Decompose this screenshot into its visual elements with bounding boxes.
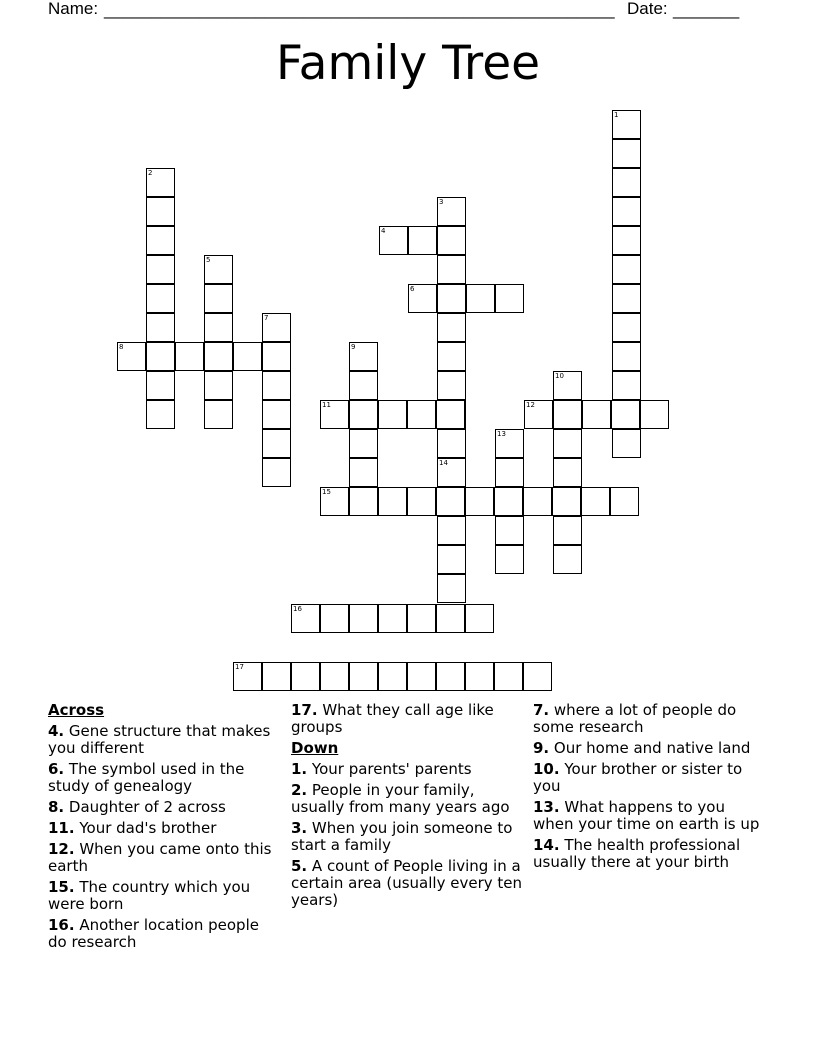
clue-across-15: 15. The country which you were born xyxy=(48,878,251,913)
clue-number: 17 xyxy=(235,663,244,671)
clue-down-7: 7. where a lot of people do some research xyxy=(533,701,737,736)
crossword-cell[interactable] xyxy=(378,604,407,633)
crossword-cell[interactable] xyxy=(495,545,524,574)
crossword-cell[interactable] xyxy=(612,284,641,313)
clue-across-11: 11. Your dad's brother xyxy=(48,819,217,837)
crossword-cell[interactable] xyxy=(437,545,466,574)
crossword-cell[interactable] xyxy=(378,487,407,516)
crossword-cell[interactable] xyxy=(146,226,175,255)
crossword-cell[interactable] xyxy=(494,662,523,691)
clue-number: 16 xyxy=(293,605,302,613)
crossword-cell[interactable] xyxy=(204,342,233,371)
clue-down-10: 10. Your brother or sister to you xyxy=(533,760,743,795)
crossword-cell[interactable] xyxy=(524,400,553,429)
clue-number: 7 xyxy=(264,314,269,322)
crossword-cell[interactable] xyxy=(436,604,465,633)
crossword-cell[interactable] xyxy=(437,313,466,342)
crossword-cell[interactable] xyxy=(146,371,175,400)
crossword-cell[interactable] xyxy=(407,662,436,691)
crossword-cell[interactable] xyxy=(437,342,466,371)
crossword-cell[interactable] xyxy=(612,313,641,342)
clue-number: 8 xyxy=(119,343,124,351)
crossword-cell[interactable] xyxy=(408,226,437,255)
crossword-cell[interactable] xyxy=(437,226,466,255)
crossword-cell[interactable] xyxy=(349,400,378,429)
crossword-cell[interactable] xyxy=(612,255,641,284)
clue-across-6: 6. The symbol used in the study of genealogy xyxy=(48,760,245,795)
crossword-cell[interactable] xyxy=(204,313,233,342)
clue-down-14: 14. The health professional usually there at your birth xyxy=(533,836,741,871)
crossword-cell[interactable] xyxy=(378,400,407,429)
clue-number: 14 xyxy=(439,459,448,467)
crossword-cell[interactable] xyxy=(320,400,349,429)
crossword-cell[interactable] xyxy=(146,284,175,313)
clue-number: 5 xyxy=(206,256,211,264)
crossword-cell[interactable] xyxy=(495,458,524,487)
crossword-cell[interactable] xyxy=(408,284,437,313)
crossword-cell[interactable] xyxy=(437,197,466,226)
crossword-cell[interactable] xyxy=(465,662,494,691)
crossword-cell[interactable] xyxy=(349,487,378,516)
crossword-cell[interactable] xyxy=(612,139,641,168)
clue-number: 11 xyxy=(322,401,331,409)
crossword-cell[interactable] xyxy=(612,371,641,400)
clue-across-17: 17. What they call age like groups xyxy=(291,701,494,736)
crossword-cell[interactable] xyxy=(553,429,582,458)
crossword-cell[interactable] xyxy=(437,255,466,284)
across-heading: Across xyxy=(48,701,105,719)
crossword-cell[interactable] xyxy=(146,197,175,226)
crossword-cell[interactable] xyxy=(612,197,641,226)
crossword-cell[interactable] xyxy=(146,313,175,342)
crossword-cell[interactable] xyxy=(612,226,641,255)
crossword-cell[interactable] xyxy=(146,255,175,284)
crossword-cell[interactable] xyxy=(204,371,233,400)
crossword-cell[interactable] xyxy=(465,487,494,516)
crossword-cell[interactable] xyxy=(349,604,378,633)
crossword-cell[interactable] xyxy=(436,400,465,429)
crossword-cell[interactable] xyxy=(349,662,378,691)
crossword-cell[interactable] xyxy=(495,516,524,545)
crossword-cell[interactable] xyxy=(320,487,349,516)
crossword-cell[interactable] xyxy=(262,458,291,487)
crossword-cell[interactable] xyxy=(582,400,611,429)
crossword-cell[interactable] xyxy=(262,371,291,400)
clue-across-12: 12. When you came onto this earth xyxy=(48,840,272,875)
crossword-cell[interactable] xyxy=(612,168,641,197)
crossword-cell[interactable] xyxy=(437,574,466,603)
crossword-cell[interactable] xyxy=(233,662,262,691)
clue-number: 10 xyxy=(555,372,564,380)
crossword-cell[interactable] xyxy=(204,284,233,313)
crossword-cell[interactable] xyxy=(523,487,552,516)
clue-across-8: 8. Daughter of 2 across xyxy=(48,798,226,816)
crossword-cell[interactable] xyxy=(349,371,378,400)
crossword-cell[interactable] xyxy=(552,487,581,516)
crossword-cell[interactable] xyxy=(349,458,378,487)
crossword-cell[interactable] xyxy=(494,487,523,516)
crossword-cell[interactable] xyxy=(436,487,465,516)
crossword-cell[interactable] xyxy=(553,371,582,400)
clue-number: 1 xyxy=(614,111,619,119)
crossword-cell[interactable] xyxy=(612,429,641,458)
crossword-cell[interactable] xyxy=(262,662,291,691)
date-label: Date: xyxy=(627,0,668,18)
clue-down-3: 3. When you join someone to start a family xyxy=(291,819,513,854)
clue-down-5: 5. A count of People living in a certain area (usually every ten years) xyxy=(291,857,522,909)
clue-number: 3 xyxy=(439,198,444,206)
crossword-cell[interactable] xyxy=(407,487,436,516)
crossword-cell[interactable] xyxy=(553,458,582,487)
clues-column-1 xyxy=(48,702,280,955)
crossword-cell[interactable] xyxy=(262,342,291,371)
name-field[interactable]: ______________________________________________________ xyxy=(104,0,615,19)
crossword-cell[interactable] xyxy=(495,284,524,313)
crossword-cell[interactable] xyxy=(204,400,233,429)
crossword-cell[interactable] xyxy=(146,168,175,197)
clues-column-2 xyxy=(291,702,523,913)
crossword-cell[interactable] xyxy=(175,342,204,371)
crossword-cell[interactable] xyxy=(262,429,291,458)
clue-down-1: 1. Your parents' parents xyxy=(291,760,472,778)
clue-down-2: 2. People in your family, usually from many years ago xyxy=(291,781,510,816)
clue-across-4: 4. Gene structure that makes you different xyxy=(48,722,271,757)
worksheet-header xyxy=(48,0,748,22)
crossword-cell[interactable] xyxy=(349,342,378,371)
crossword-cell[interactable] xyxy=(611,400,640,429)
name-label: Name: xyxy=(48,0,99,18)
clue-number: 9 xyxy=(351,343,356,351)
clue-number: 6 xyxy=(410,285,415,293)
clue-number: 4 xyxy=(381,227,386,235)
crossword-cell[interactable] xyxy=(233,342,262,371)
crossword-cell[interactable] xyxy=(612,342,641,371)
clues-column-3 xyxy=(533,702,765,875)
crossword-cell[interactable] xyxy=(291,604,320,633)
crossword-cell[interactable] xyxy=(320,662,349,691)
clue-number: 15 xyxy=(322,488,331,496)
crossword-cell[interactable] xyxy=(523,662,552,691)
crossword-cell[interactable] xyxy=(378,662,407,691)
crossword-cell[interactable] xyxy=(262,313,291,342)
clue-across-16: 16. Another location people do research xyxy=(48,916,259,951)
crossword-cell[interactable] xyxy=(436,662,465,691)
crossword-cell[interactable] xyxy=(262,400,291,429)
page-title: Family Tree xyxy=(275,36,541,91)
crossword-cell[interactable] xyxy=(437,284,466,313)
clue-number: 12 xyxy=(526,401,535,409)
date-field[interactable]: _______ xyxy=(673,0,740,19)
crossword-cell[interactable] xyxy=(612,110,641,139)
crossword-cell[interactable] xyxy=(553,545,582,574)
crossword-cell[interactable] xyxy=(407,400,436,429)
crossword-cell[interactable] xyxy=(146,342,175,371)
crossword-cell[interactable] xyxy=(553,400,582,429)
crossword-cell[interactable] xyxy=(640,400,669,429)
crossword-cell[interactable] xyxy=(437,458,466,487)
clue-down-9: 9. Our home and native land xyxy=(533,739,751,757)
clue-number: 2 xyxy=(148,169,153,177)
crossword-cell[interactable] xyxy=(437,371,466,400)
clue-number: 13 xyxy=(497,430,506,438)
crossword-cell[interactable] xyxy=(437,429,466,458)
crossword-cell[interactable] xyxy=(466,284,495,313)
crossword-cell[interactable] xyxy=(553,516,582,545)
crossword-cell[interactable] xyxy=(349,429,378,458)
crossword-cell[interactable] xyxy=(495,429,524,458)
crossword-cell[interactable] xyxy=(117,342,146,371)
crossword-cell[interactable] xyxy=(437,516,466,545)
clue-down-13: 13. What happens to you when your time on earth is up xyxy=(533,798,760,833)
crossword-cell[interactable] xyxy=(204,255,233,284)
down-heading: Down xyxy=(291,739,339,757)
crossword-cell[interactable] xyxy=(465,604,494,633)
crossword-cell[interactable] xyxy=(581,487,610,516)
crossword-cell[interactable] xyxy=(146,400,175,429)
crossword-cell[interactable] xyxy=(407,604,436,633)
crossword-cell[interactable] xyxy=(610,487,639,516)
crossword-cell[interactable] xyxy=(320,604,349,633)
crossword-cell[interactable] xyxy=(379,226,408,255)
crossword-cell[interactable] xyxy=(291,662,320,691)
